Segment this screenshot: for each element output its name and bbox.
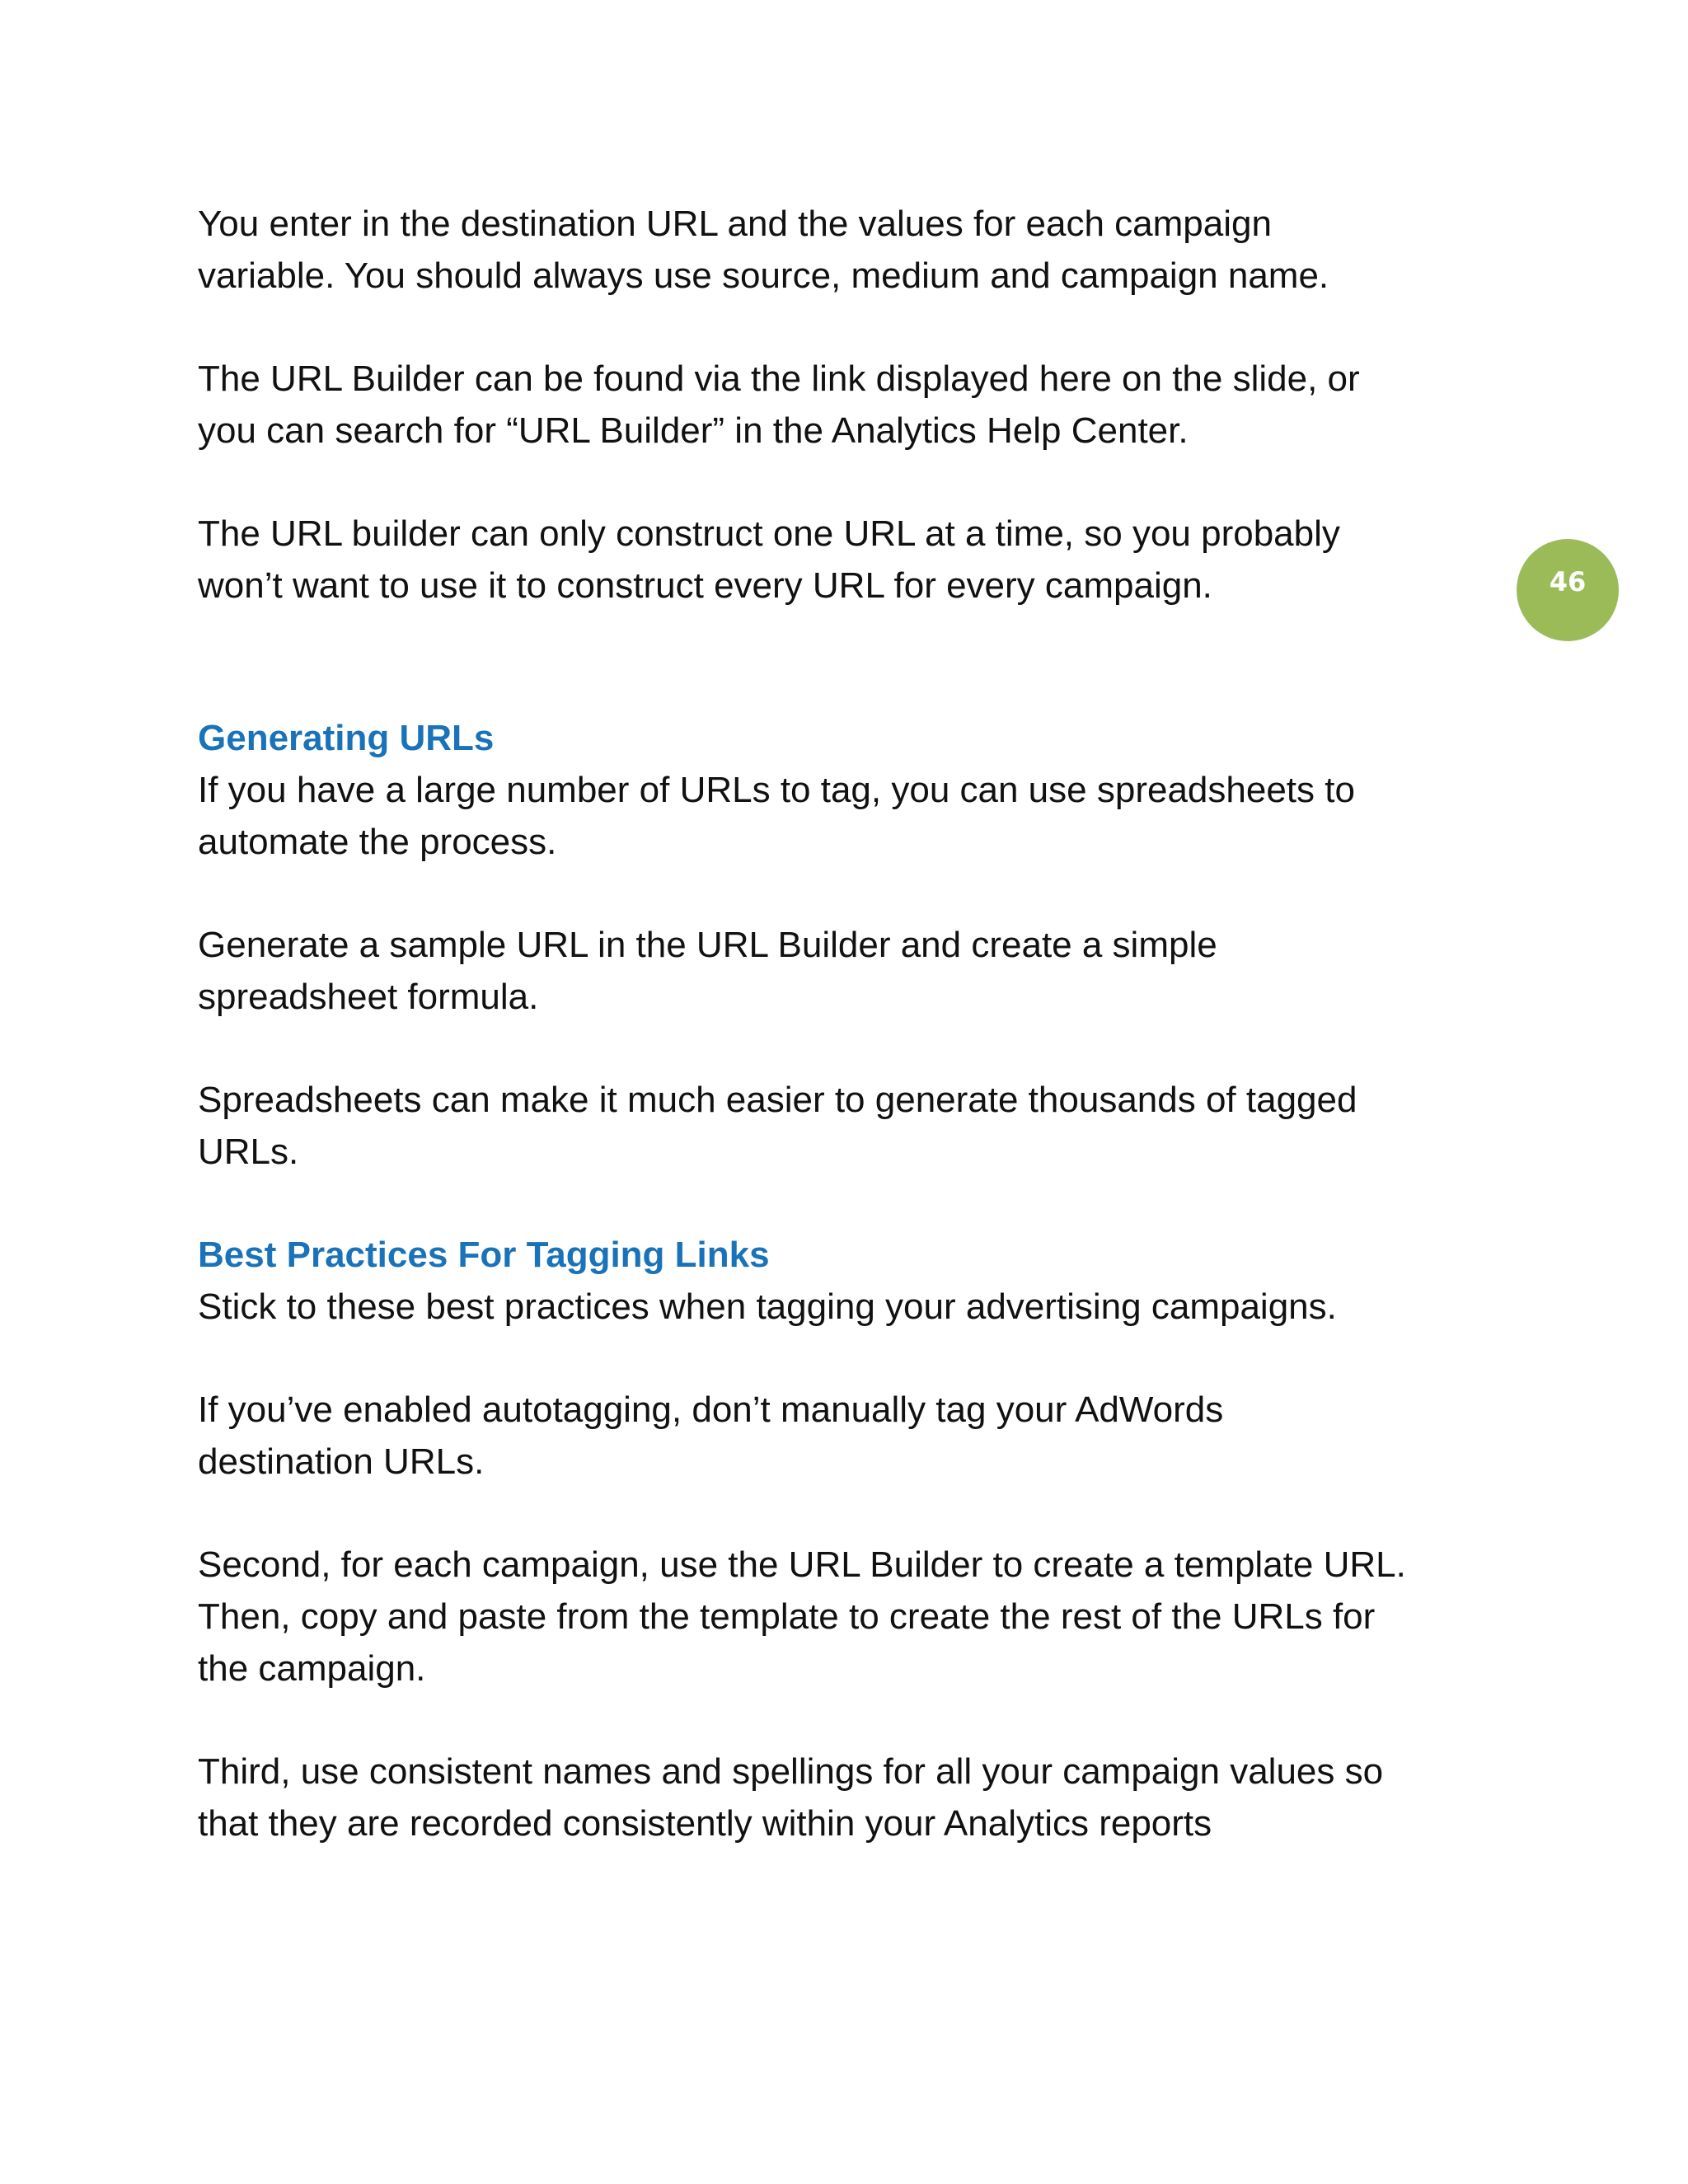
paragraph-generating-2: Generate a sample URL in the URL Builder and create a simple spreadsheet formula. [198,925,1217,1017]
paragraph-intro-1: You enter in the destination URL and the values for each campaign variable. You should always use source, medium and campaign name. [198,204,1329,296]
paragraph-generating-3: Spreadsheets can make it much easier to generate thousands of tagged URLs. [198,1080,1357,1172]
heading-best-practices: Best Practices For Tagging Links [198,1235,770,1275]
paragraph-best-2: If you’ve enabled autotagging, don’t manually tag your AdWords destination URLs. [198,1390,1224,1482]
paragraph-intro-2: The URL Builder can be found via the link displayed here on the slide, or you can search for “URL Builder” in the Analytics Help Center. [198,359,1360,451]
document-body [198,198,1517,1900]
section-spacer [198,663,1517,712]
paragraph-best-4: Third, use consistent names and spellings for all your campaign values so that they are recorded consistently within your Analytics reports [198,1751,1384,1844]
paragraph-best-1: Stick to these best practices when tagging your advertising campaigns. [198,1286,1337,1327]
page-number-badge [1517,539,1619,641]
paragraph-best-3: Second, for each campaign, use the URL Builder to create a template URL. Then, copy and paste from the template to create the rest of the URLs for the campaign. [198,1544,1406,1689]
paragraph-generating-1: If you have a large number of URLs to tag, you can use spreadsheets to automate the process. [198,770,1355,862]
heading-generating-urls: Generating URLs [198,718,495,758]
page-number: 46 [1549,566,1587,598]
paragraph-intro-3: The URL builder can only construct one URL at a time, so you probably won’t want to use it to construct every URL for every campaign. [198,513,1340,606]
